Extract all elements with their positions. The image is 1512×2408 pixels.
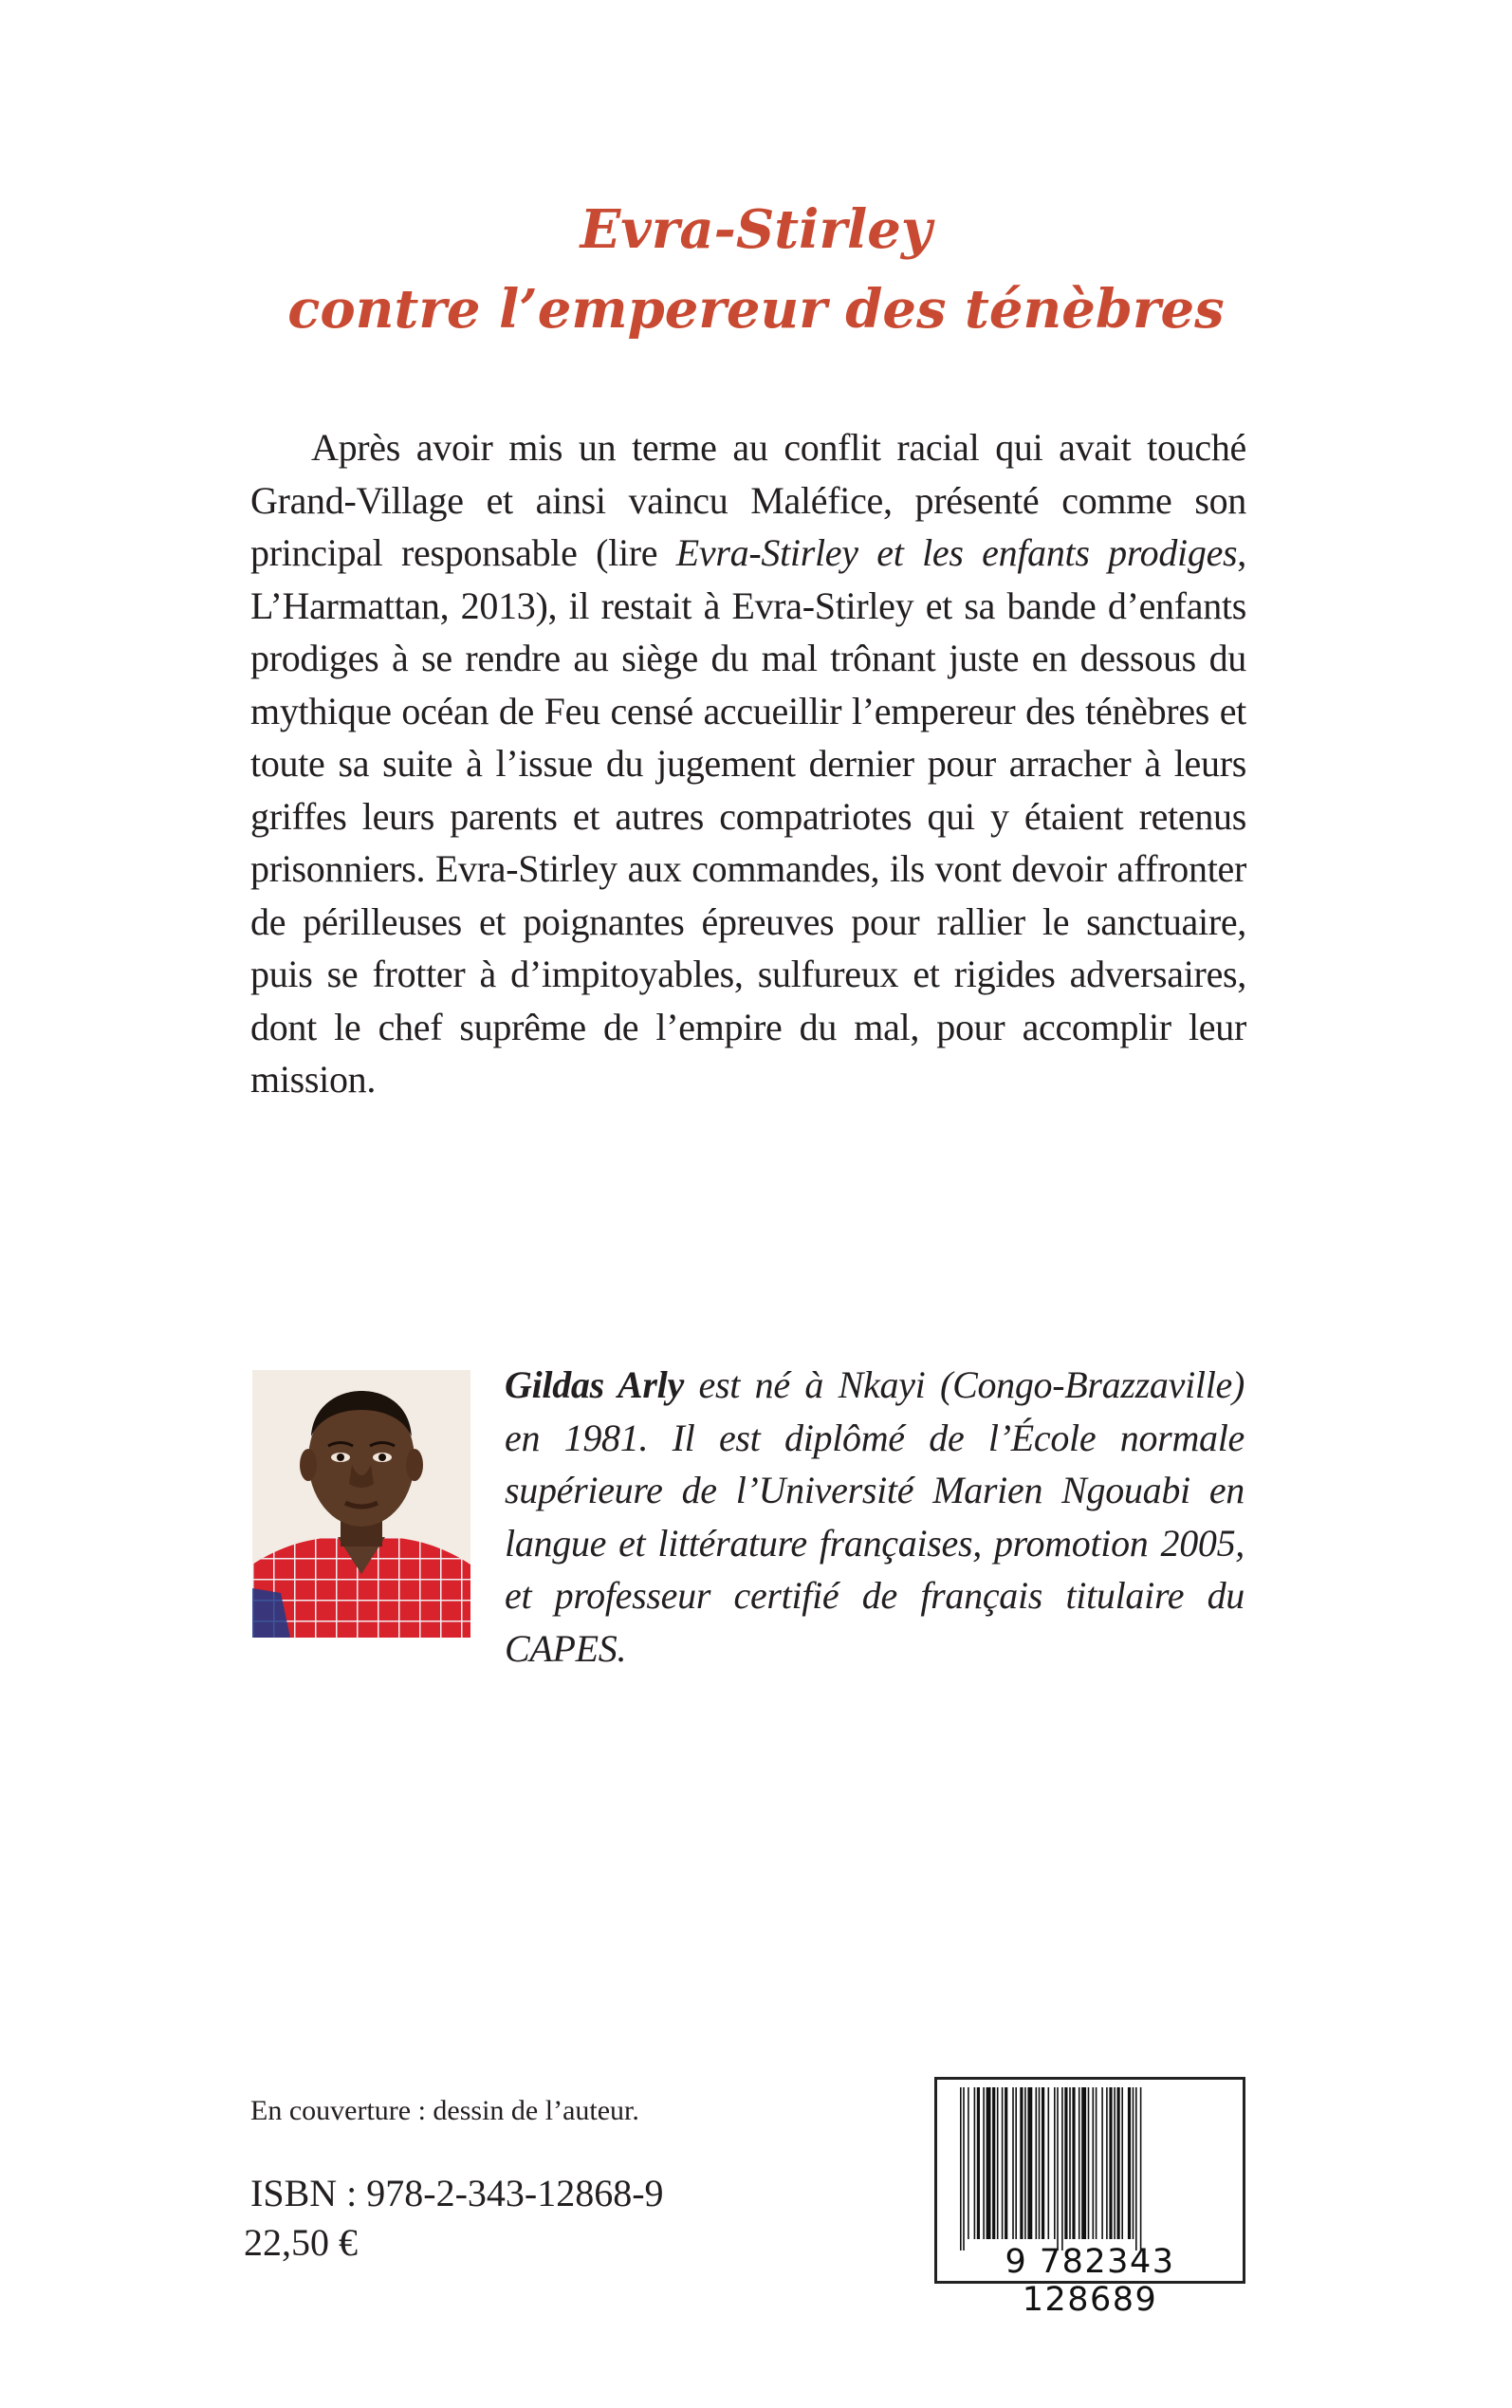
author-photo <box>252 1370 470 1638</box>
barcode-bar <box>1042 2087 1044 2239</box>
barcode-bar <box>1133 2087 1134 2239</box>
barcode-bar <box>1135 2087 1137 2251</box>
barcode-bar <box>1117 2087 1120 2239</box>
barcode-bar <box>1101 2087 1103 2239</box>
barcode-bar <box>1057 2087 1059 2251</box>
barcode-bar <box>960 2087 962 2251</box>
barcode-bar <box>1093 2087 1095 2239</box>
barcode-bar <box>1048 2087 1050 2239</box>
back-cover-blurb <box>250 421 1246 1106</box>
blurb-book-reference: Evra-Stirley et les enfants prodiges <box>675 531 1238 574</box>
barcode-bar <box>1027 2087 1032 2239</box>
blurb-text-1: Après avoir mis un terme au conflit racial qui avait touché Grand-Village et ainsi vaincu Maléfice, présenté comme son principal responsable (lire <box>250 426 1246 574</box>
barcode-bar <box>1079 2087 1080 2239</box>
barcode-bar <box>997 2087 999 2239</box>
barcode-bar <box>1064 2087 1067 2239</box>
barcode-bar <box>1015 2087 1017 2239</box>
barcode-bar <box>1072 2087 1075 2239</box>
author-bio-text: est né à Nkayi (Congo-Brazzaville) en 1981. Il est diplômé de l’École normale supérieure de l’Université Marien Ngouabi en langue et littérature françaises, promotion 2005, et professeur certifié de français titulaire du CAPES. <box>505 1363 1245 1670</box>
barcode-bar <box>1121 2087 1123 2239</box>
barcode-bar <box>977 2087 980 2239</box>
barcode-bar <box>974 2087 976 2239</box>
barcode-bars <box>937 2080 1243 2256</box>
barcode-bar <box>1088 2087 1090 2239</box>
barcode-bar <box>968 2087 969 2239</box>
title-line-2: contre l’empereur des ténèbres <box>287 278 1225 341</box>
barcode-bar <box>1002 2087 1004 2239</box>
book-title <box>0 190 1512 349</box>
isbn-number: ISBN : 978-2-343-12868-9 <box>250 2172 664 2214</box>
author-bio <box>505 1359 1245 1675</box>
barcode-bar <box>1061 2087 1063 2251</box>
barcode-bar <box>1020 2087 1023 2239</box>
barcode-bar <box>1039 2087 1041 2239</box>
barcode-bar <box>1114 2087 1116 2239</box>
barcode-bar <box>963 2087 965 2251</box>
barcode <box>937 2080 1243 2319</box>
barcode-bar <box>1012 2087 1014 2239</box>
author-name: Gildas Arly <box>505 1363 684 1406</box>
barcode-bar <box>1005 2087 1007 2239</box>
barcode-bar <box>1109 2087 1112 2239</box>
barcode-bar <box>986 2087 991 2239</box>
barcode-bar <box>1140 2087 1142 2251</box>
barcode-bar <box>992 2087 995 2239</box>
barcode-bar <box>1128 2087 1131 2239</box>
barcode-bar <box>1036 2087 1038 2239</box>
barcode-bar <box>1081 2087 1086 2239</box>
barcode-bar <box>1054 2087 1056 2239</box>
price: 22,50 € <box>244 2221 358 2264</box>
blurb-text-2: , L’Harmattan, 2013), il restait à Evra-Stirley et sa bande d’enfants prodiges à se rendre au siège du mal trônant juste en dessous du mythique océan de Feu censé accueillir l’empereur des ténèbres et toute sa suite à l’issue du jugement dernier pour arracher à leurs griffes leurs parents et autres compatriotes qui y étaient retenus prisonniers. Evra-Stirley aux commandes, ils vont devoir affronter de périlleuses et poignantes épreuves pour rallier le sanctuaire, puis se frotter à d’impitoyables, sulfureux et rigides adversaires, dont le chef suprême de l’empire du mal, pour accomplir leur mission. <box>250 531 1246 1101</box>
barcode-bar <box>1069 2087 1071 2239</box>
barcode-bar <box>1024 2087 1026 2239</box>
barcode-digits: 9 782343 128689 <box>1005 2243 1175 2319</box>
barcode-bar <box>1096 2087 1097 2239</box>
title-line-1: Evra-Stirley <box>580 198 932 261</box>
barcode-bar <box>1106 2087 1108 2239</box>
cover-credit: En couverture : dessin de l’auteur. <box>250 2095 639 2126</box>
author-portrait-image <box>252 1370 470 1638</box>
barcode-bar <box>983 2087 985 2239</box>
